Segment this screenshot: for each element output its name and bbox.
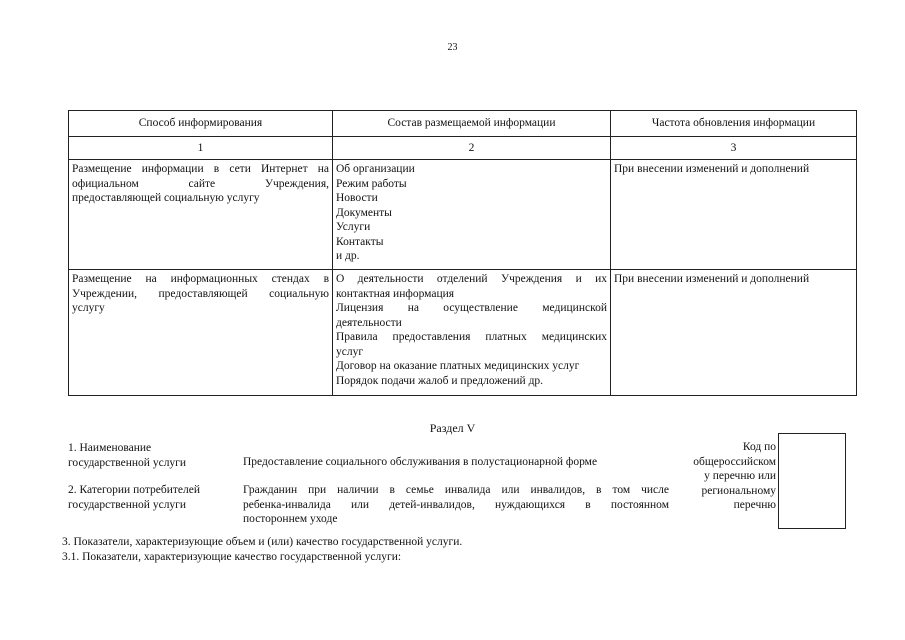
- table-row: [69, 270, 857, 396]
- consumer-category-value: [243, 483, 669, 527]
- content-line: Документы: [336, 206, 392, 219]
- label-line: 2. Категории потребителей: [68, 484, 200, 496]
- value-line: Гражданин при наличии в семье инвалида или инвалидов, в том числе: [243, 484, 669, 496]
- code-label-line: перечню: [733, 499, 776, 511]
- section-title: Раздел V: [429, 421, 476, 435]
- column-number: 1: [69, 137, 333, 160]
- header-method: Способ информирования: [69, 111, 333, 137]
- code-label-line: Код по: [742, 441, 776, 453]
- service-name-value: Предоставление социального обслуживания в полустационарной форме: [243, 456, 598, 468]
- content-line: О деятельности отделений Учреждения и их: [336, 273, 607, 285]
- method-line: услугу: [72, 302, 105, 314]
- indicators-heading: 3. Показатели, характеризующие объем и (или) качество государственной услуги.: [62, 536, 463, 548]
- method-line: Учреждении, предоставляющей социальную: [72, 287, 329, 300]
- frequency-cell: При внесении изменений и дополнений: [611, 160, 857, 270]
- table-row: [69, 160, 857, 270]
- quality-indicators-heading: 3.1. Показатели, характеризующие качество государственной услуги:: [62, 551, 402, 563]
- label-line: государственной услуги: [68, 498, 187, 511]
- content-line: Режим работы: [336, 177, 407, 190]
- code-label: [672, 440, 776, 513]
- method-cell: [69, 270, 333, 396]
- service-name-label: [68, 441, 186, 470]
- page-number: 23: [447, 42, 458, 53]
- method-line: предоставляющей социальную услугу: [72, 192, 260, 204]
- content-line: Услуги: [336, 221, 371, 233]
- method-line: Размещение информации в сети Интернет на: [72, 163, 329, 175]
- table-header-row: [69, 111, 857, 137]
- content-line: и др.: [336, 250, 360, 262]
- header-content: Состав размещаемой информации: [333, 111, 611, 137]
- frequency-cell: При внесении изменений и дополнений: [611, 270, 857, 396]
- code-label-line: региональному: [701, 484, 776, 497]
- value-line: ребенка-инвалида или детей-инвалидов, нуждающихся в постоянном: [243, 498, 669, 511]
- column-number: 3: [611, 137, 857, 160]
- code-box: [778, 433, 846, 529]
- content-line: Контакты: [336, 235, 384, 248]
- consumer-category-label: [68, 483, 200, 512]
- method-line: Размещение на информационных стендах в: [72, 273, 329, 285]
- content-line: контактная информация: [336, 287, 455, 300]
- method-line: официальном сайте Учреждения,: [72, 177, 329, 190]
- header-frequency: Частота обновления информации: [611, 111, 857, 137]
- content-cell: [333, 270, 611, 396]
- label-line: 1. Наименование: [68, 442, 152, 454]
- table-number-row: [69, 137, 857, 160]
- code-label-line: у перечню или: [704, 470, 776, 482]
- content-line: деятельности: [336, 316, 402, 329]
- content-line: Новости: [336, 192, 378, 204]
- information-table: [68, 110, 857, 396]
- label-line: государственной услуги: [68, 456, 187, 469]
- content-line: Правила предоставления платных медицинских: [336, 331, 607, 343]
- content-line: услуг: [336, 345, 364, 358]
- content-cell: [333, 160, 611, 270]
- method-cell: [69, 160, 333, 270]
- column-number: 2: [333, 137, 611, 160]
- content-line: Договор на оказание платных медицинских услуг: [336, 360, 580, 372]
- content-line: Лицензия на осуществление медицинской: [336, 302, 607, 314]
- value-line: постороннем уходе: [243, 513, 338, 525]
- content-line: Об организации: [336, 163, 415, 175]
- content-line: Порядок подачи жалоб и предложений др.: [336, 374, 544, 387]
- code-label-line: общероссийском: [693, 455, 776, 468]
